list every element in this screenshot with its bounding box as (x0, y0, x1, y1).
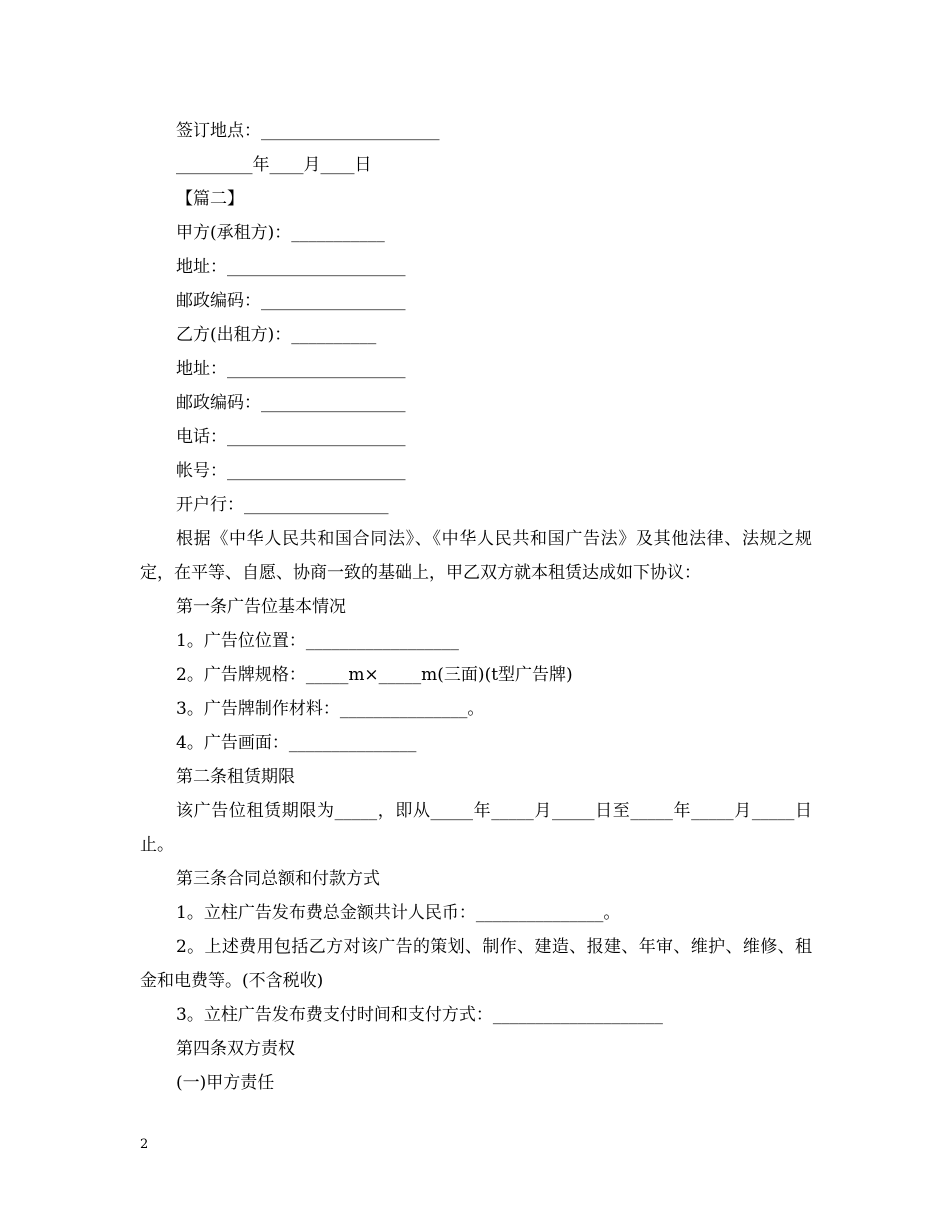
article-1-title: 第一条广告位基本情况 (176, 597, 346, 617)
article-1-item: 3。广告牌制作材料：_______________。 (176, 699, 485, 719)
article-3-item-3: 3。立柱广告发布费支付时间和支付方式：____________________ (176, 1005, 663, 1025)
article-1-item: 1。广告位位置：__________________ (176, 631, 459, 651)
party-b-address-line: 地址：_____________________ (176, 359, 406, 379)
article-4-subsection: (一)甲方责任 (176, 1073, 275, 1093)
intro-paragraph: 根据《中华人民共和国合同法》、《中华人民共和国广告法》及其他法律、法规之规定，在平等、自愿、协商一致的基础上，甲乙双方就本租赁达成如下协议： (140, 529, 812, 583)
article-3-item-1: 1。立柱广告发布费总金额共计人民币：_______________。 (176, 903, 621, 923)
article-3-title: 第三条合同总额和付款方式 (176, 869, 380, 889)
party-b-bank-line: 开户行：_________________ (176, 495, 389, 515)
party-a-postcode-line: 邮政编码：_________________ (176, 291, 406, 311)
party-b-postcode-line: 邮政编码：_________________ (176, 393, 406, 413)
article-3-item-2: 2。上述费用包括乙方对该广告的策划、制作、建造、报建、年审、维护、维修、租金和电费等。(不含税收) (140, 937, 812, 991)
article-1-item: 2。广告牌规格：_____m×_____m(三面)(t型广告牌) (176, 665, 573, 685)
article-2-paragraph: 该广告位租赁期限为_____，即从_____年_____月_____日至_____年_____月_____日止。 (140, 801, 812, 855)
date-line: _________年____月____日 (176, 155, 372, 175)
party-a-address-line: 地址：_____________________ (176, 257, 406, 277)
article-4-title: 第四条双方责权 (176, 1039, 295, 1059)
party-a-line: 甲方(承租方)：___________ (176, 223, 385, 243)
article-1-item: 4。广告画面：_______________ (176, 733, 417, 753)
document-body (140, 114, 812, 1100)
party-b-phone-line: 电话：_____________________ (176, 427, 406, 447)
signing-location-line: 签订地点：_____________________ (176, 121, 440, 141)
party-b-account-line: 帐号：_____________________ (176, 461, 406, 481)
section-heading: 【篇二】 (176, 189, 244, 209)
article-2-title: 第二条租赁期限 (176, 767, 295, 787)
page-number: 2 (140, 1137, 149, 1152)
party-b-line: 乙方(出租方)：__________ (176, 325, 377, 345)
